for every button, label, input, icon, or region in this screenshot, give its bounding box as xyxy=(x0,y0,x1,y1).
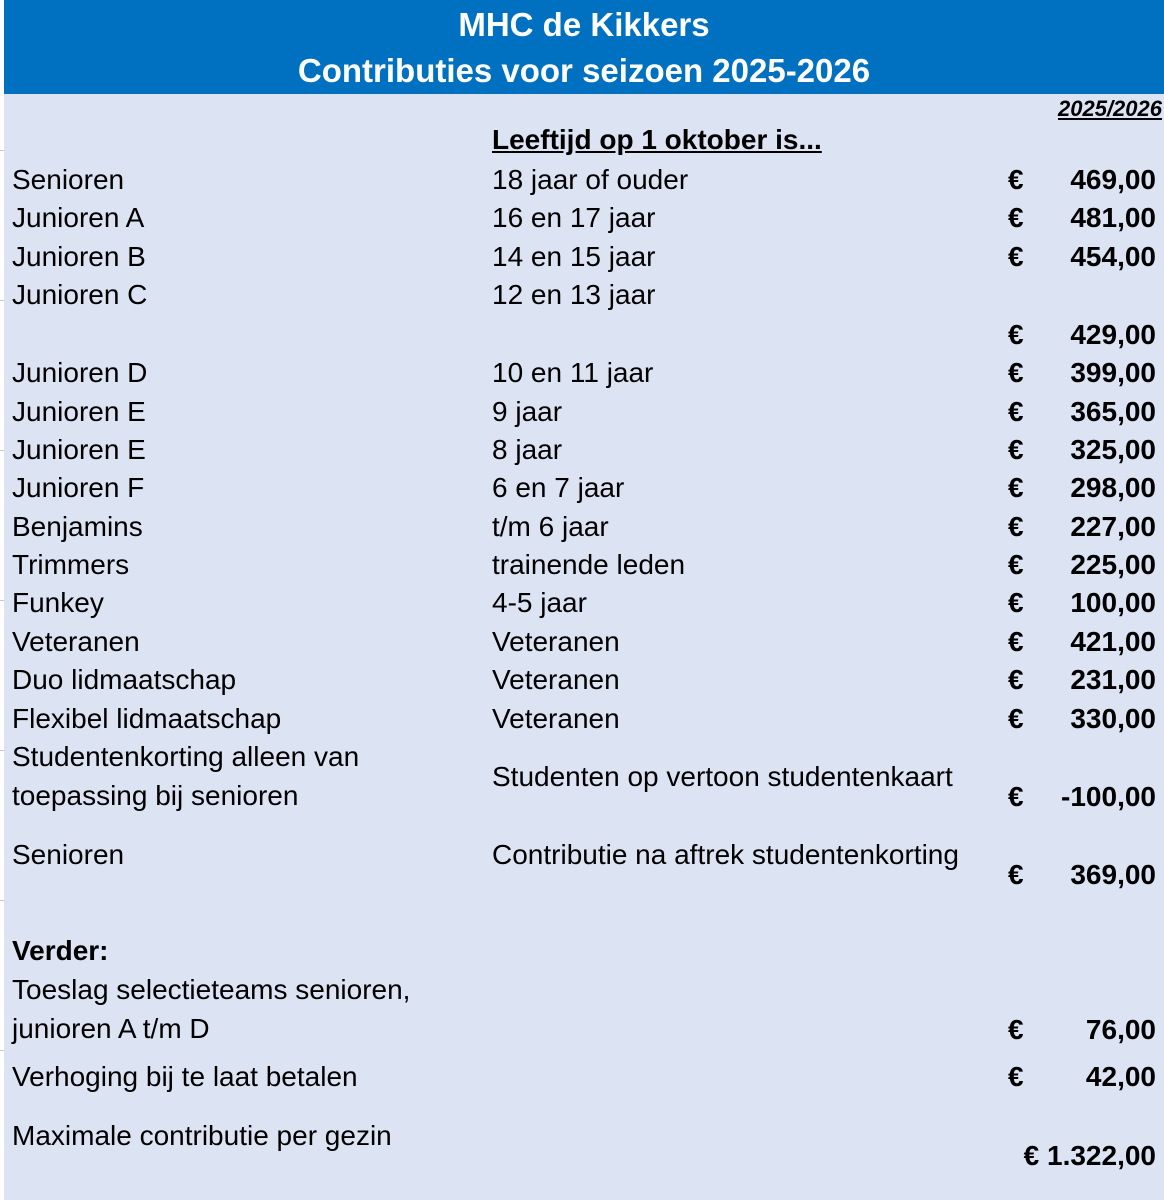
euro-sign: € xyxy=(1008,549,1024,580)
grid-tick xyxy=(0,450,4,451)
euro-sign: € xyxy=(1008,587,1024,618)
selection-surcharge-line1: Toeslag selectieteams senioren, xyxy=(12,974,411,1005)
student-category-line1: Studentenkorting alleen van xyxy=(12,741,360,772)
row-amount: 469,00 xyxy=(1070,164,1156,195)
max-contribution-amount: € 1.322,00 xyxy=(1023,1140,1156,1171)
row-category: Junioren C xyxy=(12,279,148,310)
student-net-description: Contributie na aftrek studentenkorting xyxy=(492,839,959,870)
title-banner xyxy=(4,0,1164,94)
student-net-category: Senioren xyxy=(12,839,125,870)
row-age: 6 en 7 jaar xyxy=(492,472,625,503)
grid-tick xyxy=(0,300,4,301)
row-age: 16 en 17 jaar xyxy=(492,202,656,233)
row-amount: 481,00 xyxy=(1070,202,1156,233)
row-age: Veteranen xyxy=(492,664,620,695)
row-category: Junioren F xyxy=(12,472,145,503)
row-age: 9 jaar xyxy=(492,396,563,427)
row-amount: 399,00 xyxy=(1070,357,1156,388)
euro-sign: € xyxy=(1008,434,1024,465)
grid-tick xyxy=(0,750,4,751)
euro-sign: € xyxy=(1008,859,1024,890)
contribution-sheet xyxy=(4,0,1164,1200)
row-age: 4-5 jaar xyxy=(492,587,587,618)
row-age: t/m 6 jaar xyxy=(492,511,609,542)
euro-sign: € xyxy=(1008,241,1024,272)
grid-tick xyxy=(0,900,4,901)
row-age: 12 en 13 jaar xyxy=(492,279,656,310)
row-category: Funkey xyxy=(12,587,104,618)
euro-sign: € xyxy=(1008,1014,1024,1045)
student-category-line2: toepassing bij senioren xyxy=(12,780,299,811)
sheet-title: Contributies voor seizoen 2025-2026 xyxy=(297,52,871,89)
row-amount: 298,00 xyxy=(1070,472,1156,503)
row-age: 10 en 11 jaar xyxy=(492,357,654,388)
row-amount: 227,00 xyxy=(1070,511,1156,542)
row-amount: 421,00 xyxy=(1070,626,1156,657)
grid-tick xyxy=(0,1050,4,1051)
season-column-header: 2025/2026 xyxy=(1058,96,1162,121)
row-amount: 330,00 xyxy=(1070,703,1156,734)
row-amount: 365,00 xyxy=(1070,396,1156,427)
row-age: 18 jaar of ouder xyxy=(492,164,689,195)
euro-sign: € xyxy=(1008,664,1024,695)
row-age: trainende leden xyxy=(492,549,686,580)
row-category: Junioren D xyxy=(12,357,148,388)
row-amount: 231,00 xyxy=(1070,664,1156,695)
row-age: 8 jaar xyxy=(492,434,563,465)
row-category: Junioren E xyxy=(12,434,146,465)
euro-sign: € xyxy=(1008,357,1024,388)
row-category: Benjamins xyxy=(12,511,143,542)
row-category: Veteranen xyxy=(12,626,140,657)
euro-sign: € xyxy=(1008,472,1024,503)
extra-heading: Verder: xyxy=(12,935,109,966)
age-column-header: Leeftijd op 1 oktober is... xyxy=(492,124,822,155)
euro-sign: € xyxy=(1008,703,1024,734)
row-amount: 100,00 xyxy=(1070,587,1156,618)
grid-tick xyxy=(0,150,4,151)
student-net-amount: 369,00 xyxy=(1070,859,1156,890)
row-amount: 325,00 xyxy=(1070,434,1156,465)
row-category: Junioren E xyxy=(12,396,146,427)
euro-sign: € xyxy=(1008,511,1024,542)
student-description: Studenten op vertoon studentenkaart xyxy=(492,761,953,792)
row-category: Duo lidmaatschap xyxy=(12,664,237,695)
late-payment-label: Verhoging bij te laat betalen xyxy=(12,1061,358,1092)
euro-sign: € xyxy=(1008,626,1024,657)
row-amount: 429,00 xyxy=(1070,319,1156,350)
club-name: MHC de Kikkers xyxy=(458,6,710,43)
row-amount: 454,00 xyxy=(1070,241,1156,272)
euro-sign: € xyxy=(1008,1061,1024,1092)
euro-sign: € xyxy=(1008,164,1024,195)
row-age: Veteranen xyxy=(492,626,620,657)
euro-sign: € xyxy=(1008,319,1024,350)
selection-surcharge-amount: 76,00 xyxy=(1085,1014,1156,1045)
grid-tick xyxy=(0,600,4,601)
euro-sign: € xyxy=(1008,202,1024,233)
row-age: Veteranen xyxy=(492,703,620,734)
euro-sign: € xyxy=(1008,781,1024,812)
row-category: Junioren B xyxy=(12,241,146,272)
row-category: Trimmers xyxy=(12,549,130,580)
max-contribution-label: Maximale contributie per gezin xyxy=(12,1120,392,1151)
row-age: 14 en 15 jaar xyxy=(492,241,656,272)
selection-surcharge-line2: junioren A t/m D xyxy=(12,1013,210,1044)
row-amount: 225,00 xyxy=(1070,549,1156,580)
euro-sign: € xyxy=(1008,396,1024,427)
row-category: Flexibel lidmaatschap xyxy=(12,703,282,734)
row-category: Senioren xyxy=(12,164,125,195)
late-payment-amount: 42,00 xyxy=(1085,1061,1156,1092)
student-discount-amount: -100,00 xyxy=(1061,781,1156,812)
row-category: Junioren A xyxy=(12,202,145,233)
